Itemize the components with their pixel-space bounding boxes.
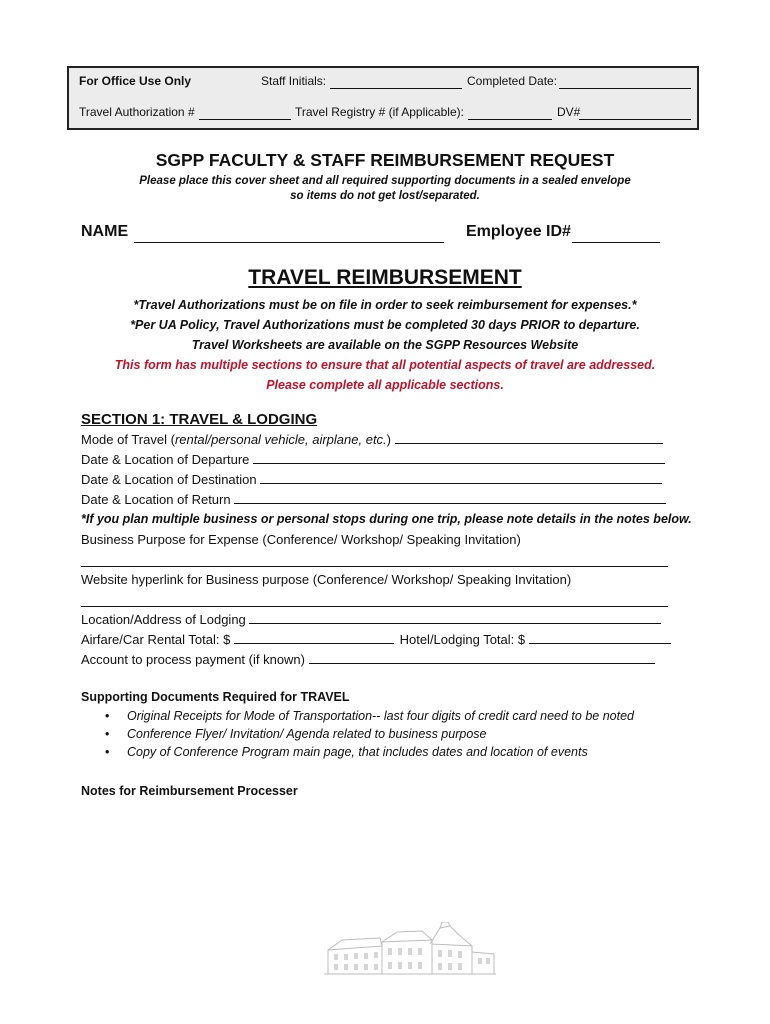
notes-title: Notes for Reimbursement Processer xyxy=(81,784,298,798)
employee-id-field[interactable] xyxy=(572,241,660,243)
list-item-text: Original Receipts for Mode of Transportation-- last four digits of credit card need to be noted xyxy=(127,709,634,723)
travel-note-2: *Per UA Policy, Travel Authorizations must be completed 30 days PRIOR to departure. xyxy=(130,318,640,332)
business-purpose-field[interactable] xyxy=(81,566,668,567)
list-item-text: Copy of Conference Program main page, that includes dates and location of events xyxy=(127,745,588,759)
travel-note-3: Travel Worksheets are available on the SGPP Resources Website xyxy=(191,338,579,352)
name-label: NAME xyxy=(81,223,129,240)
return-row xyxy=(81,492,666,507)
bullet: • xyxy=(105,745,110,759)
multi-stop-note: *If you plan multiple business or personal stops during one trip, please note details in the notes below. xyxy=(81,512,692,526)
return-field[interactable] xyxy=(234,493,666,504)
business-purpose-label: Business Purpose for Expense (Conference/ Workshop/ Speaking Invitation) xyxy=(81,532,521,547)
completed-date-field[interactable] xyxy=(559,87,691,89)
account-row xyxy=(81,652,655,667)
supporting-docs-list xyxy=(81,707,701,761)
building-watermark-icon xyxy=(322,922,498,978)
completed-date-label: Completed Date: xyxy=(467,74,558,88)
departure-label: Date & Location of Departure xyxy=(81,452,250,467)
list-item xyxy=(81,725,701,743)
section-1-title: SECTION 1: TRAVEL & LODGING xyxy=(81,411,318,428)
travel-reimbursement-title: TRAVEL REIMBURSEMENT xyxy=(248,266,522,289)
account-label: Account to process payment (if known) xyxy=(81,652,305,667)
dv-field[interactable] xyxy=(579,118,691,120)
list-item xyxy=(81,743,701,761)
bullet: • xyxy=(105,709,110,723)
destination-label: Date & Location of Destination xyxy=(81,472,257,487)
office-use-heading: For Office Use Only xyxy=(79,74,192,88)
destination-row xyxy=(81,472,662,487)
mode-of-travel-row xyxy=(81,432,663,447)
totals-row xyxy=(81,632,671,647)
travel-red-note-1: This form has multiple sections to ensure that all potential aspects of travel are addressed. xyxy=(114,358,656,372)
travel-note-1: *Travel Authorizations must be on file in order to seek reimbursement for expenses.* xyxy=(133,298,637,312)
travel-registry-label: Travel Registry # (if Applicable): xyxy=(295,105,464,119)
travel-auth-label: Travel Authorization # xyxy=(79,105,195,119)
staff-initials-field[interactable] xyxy=(330,87,462,89)
list-item xyxy=(81,707,701,725)
supporting-docs-container xyxy=(81,707,701,761)
mode-of-travel-field[interactable] xyxy=(395,433,663,444)
website-link-label: Website hyperlink for Business purpose (Conference/ Workshop/ Speaking Invitation) xyxy=(81,572,572,587)
mode-of-travel-close: ) xyxy=(386,432,392,447)
employee-id-label: Employee ID# xyxy=(466,223,571,240)
dv-label: DV# xyxy=(557,105,581,119)
lodging-field[interactable] xyxy=(249,613,661,624)
departure-field[interactable] xyxy=(253,453,665,464)
bullet: • xyxy=(105,727,110,741)
airfare-total-label: Airfare/Car Rental Total: $ xyxy=(81,632,231,647)
travel-red-note-2: Please complete all applicable sections. xyxy=(266,378,504,392)
instruction-line-2: so items do not get lost/separated. xyxy=(290,190,480,202)
travel-auth-field[interactable] xyxy=(199,118,291,120)
hotel-total-field[interactable] xyxy=(529,633,671,644)
staff-initials-label: Staff Initials: xyxy=(261,74,327,88)
airfare-total-field[interactable] xyxy=(234,633,394,644)
form-title: SGPP FACULTY & STAFF REIMBURSEMENT REQUEST xyxy=(155,150,615,170)
office-use-box xyxy=(67,66,699,130)
travel-registry-field[interactable] xyxy=(468,118,552,120)
return-label: Date & Location of Return xyxy=(81,492,231,507)
account-field[interactable] xyxy=(309,653,655,664)
lodging-row xyxy=(81,612,661,627)
departure-row xyxy=(81,452,665,467)
mode-of-travel-hint: rental/personal vehicle, airplane, etc. xyxy=(174,432,387,447)
supporting-docs-title: Supporting Documents Required for TRAVEL xyxy=(81,690,350,704)
notes-area[interactable] xyxy=(81,806,687,926)
hotel-total-label: Hotel/Lodging Total: $ xyxy=(399,632,526,647)
instruction-line-1: Please place this cover sheet and all required supporting documents in a sealed envelope xyxy=(139,175,631,187)
lodging-label: Location/Address of Lodging xyxy=(81,612,246,627)
website-link-field[interactable] xyxy=(81,606,668,607)
destination-field[interactable] xyxy=(260,473,662,484)
mode-of-travel-label: Mode of Travel ( xyxy=(81,432,175,447)
list-item-text: Conference Flyer/ Invitation/ Agenda related to business purpose xyxy=(127,727,487,741)
name-field[interactable] xyxy=(134,241,444,243)
